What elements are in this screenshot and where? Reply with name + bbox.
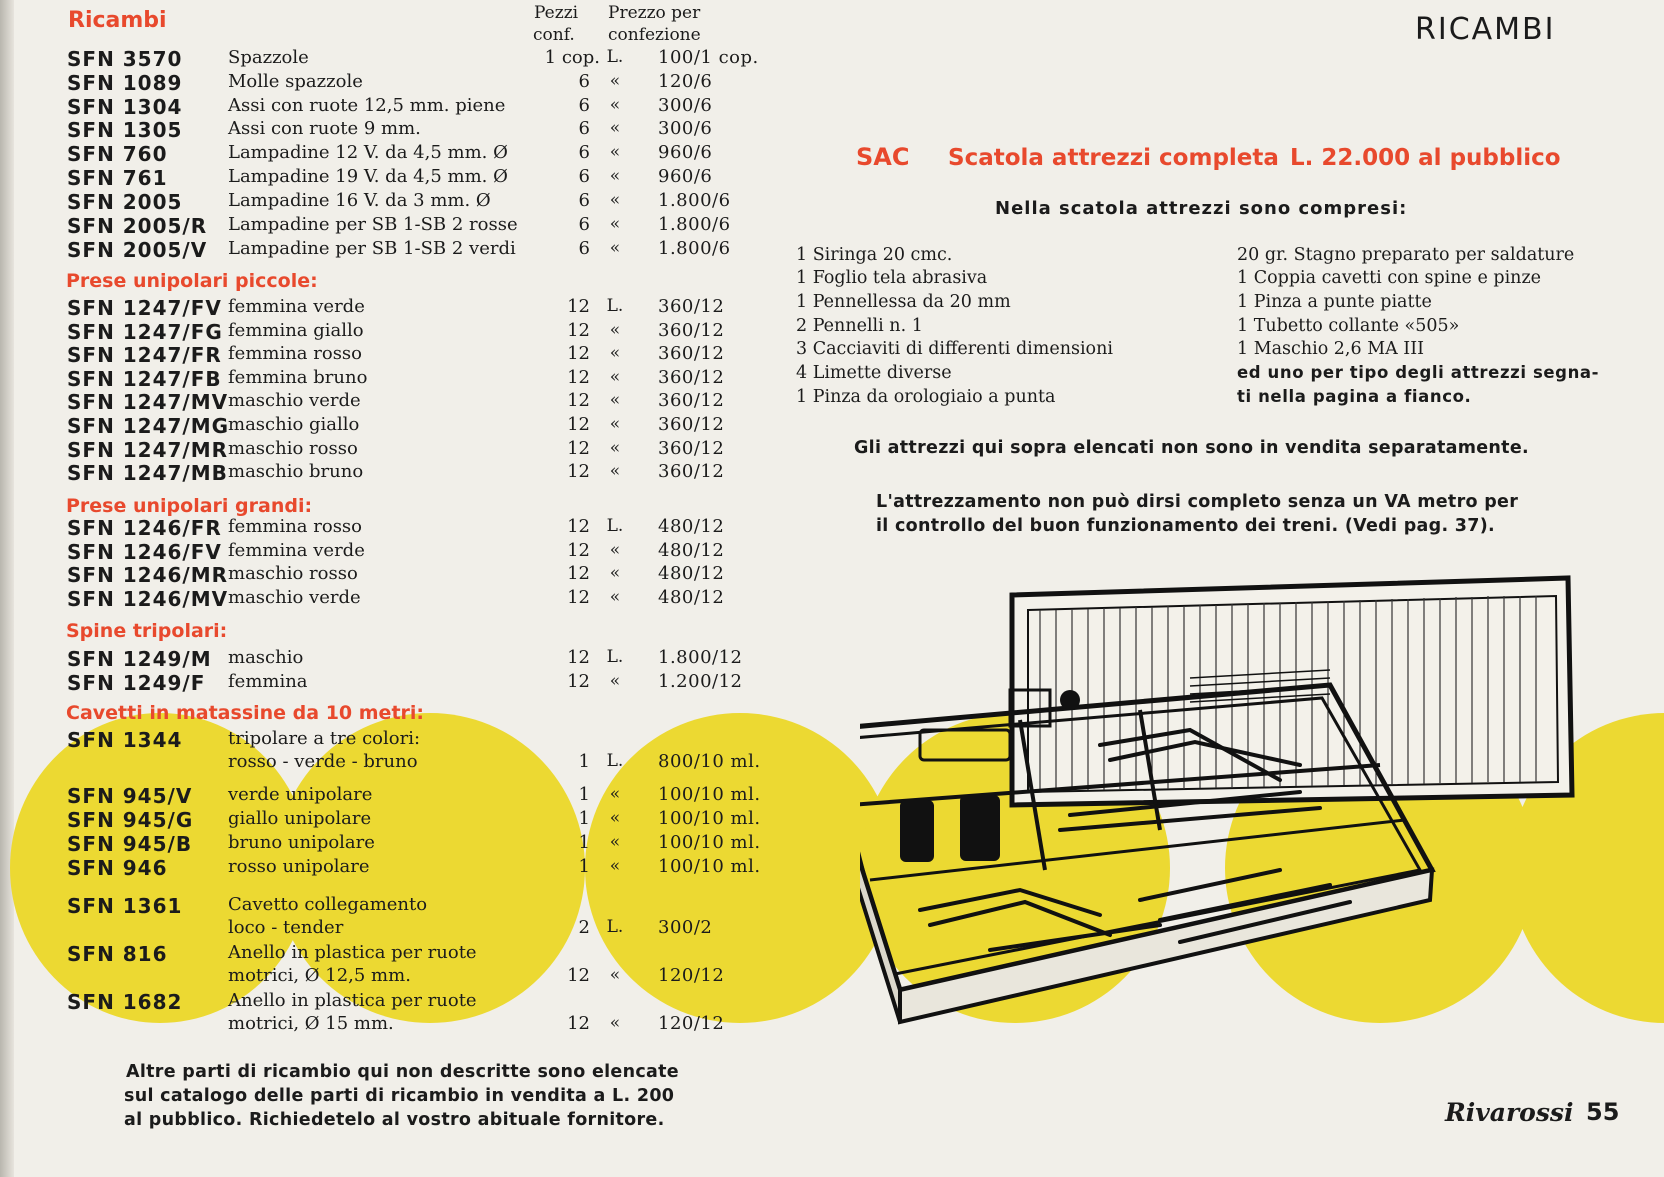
part-price: 360/12: [658, 343, 725, 364]
kit-item: 2 Pennelli n. 1: [796, 316, 923, 336]
part-qty: 6: [578, 95, 590, 116]
part-qty: 6: [578, 166, 590, 187]
part-code: SFN 1344: [67, 728, 183, 752]
part-description: Spazzole: [228, 47, 309, 68]
group-title: Spine tripolari:: [66, 620, 228, 642]
part-price: 360/12: [658, 414, 725, 435]
part-code: SFN 1305: [67, 118, 183, 142]
part-unit: «: [609, 118, 621, 138]
part-description: maschio verde: [228, 587, 361, 608]
part-qty: 1: [578, 751, 590, 772]
part-description: maschio giallo: [228, 414, 360, 435]
kit-item: 1 Siringa 20 cmc.: [796, 245, 953, 265]
part-price: 1.800/6: [658, 214, 731, 235]
part-code: SFN 1361: [67, 894, 183, 918]
va-note-line: il controllo del buon funzionamento dei treni. (Vedi pag. 37).: [876, 516, 1495, 536]
part-description: Cavetto collegamento: [228, 894, 428, 915]
page-number: 55: [1586, 1098, 1620, 1126]
part-description: maschio verde: [228, 390, 361, 411]
part-qty: 6: [578, 71, 590, 92]
part-description: femmina giallo: [228, 320, 364, 341]
part-price: 480/12: [658, 540, 725, 561]
part-price: 300/2: [658, 917, 713, 938]
part-unit: «: [609, 540, 621, 560]
part-qty: 12: [567, 965, 590, 986]
part-price: 100/10 ml.: [658, 856, 761, 877]
part-unit: L.: [606, 917, 624, 937]
part-price: 360/12: [658, 438, 725, 459]
part-unit: «: [609, 238, 621, 258]
part-qty: 6: [578, 238, 590, 259]
part-description: femmina verde: [228, 540, 365, 561]
part-description: Assi con ruote 12,5 mm. piene: [228, 95, 506, 116]
part-code: SFN 1247/FR: [67, 343, 222, 367]
part-description-cont: loco - tender: [228, 917, 344, 938]
part-description: Anello in plastica per ruote: [228, 990, 477, 1011]
part-description-cont: motrici, Ø 15 mm.: [228, 1013, 394, 1034]
part-code: SFN 1246/FV: [67, 540, 222, 564]
kit-item: 1 Coppia cavetti con spine e pinze: [1237, 268, 1542, 288]
part-qty: 2: [578, 917, 590, 938]
header-price-2: confezione: [608, 25, 701, 45]
kit-item: 1 Pinza a punte piatte: [1237, 292, 1432, 312]
part-description: maschio rosso: [228, 563, 358, 584]
part-description: femmina rosso: [228, 343, 363, 364]
part-code: SFN 2005/V: [67, 238, 208, 262]
part-price: 360/12: [658, 390, 725, 411]
part-code: SFN 1246/MR: [67, 563, 229, 587]
part-qty: 12: [567, 343, 590, 364]
part-unit: «: [609, 95, 621, 115]
kit-items-bold-line: ti nella pagina a fianco.: [1237, 387, 1472, 406]
section-title: Ricambi: [68, 8, 167, 33]
part-qty: 12: [567, 563, 590, 584]
part-unit: «: [609, 214, 621, 234]
part-description: maschio: [228, 647, 304, 668]
part-unit: «: [609, 808, 621, 828]
part-code: SFN 3570: [67, 47, 183, 71]
part-price: 1.800/6: [658, 238, 731, 259]
part-price: 360/12: [658, 320, 725, 341]
part-code: SFN 1682: [67, 990, 183, 1014]
part-description: giallo unipolare: [228, 808, 372, 829]
part-code: SFN 1247/MG: [67, 414, 230, 438]
kit-item: 20 gr. Stagno preparato per saldature: [1237, 245, 1575, 265]
va-note-line: L'attrezzamento non può dirsi completo senza un VA metro per: [876, 492, 1519, 512]
part-description: maschio rosso: [228, 438, 358, 459]
part-description: rosso unipolare: [228, 856, 370, 877]
part-unit: «: [609, 390, 621, 410]
part-unit: «: [609, 438, 621, 458]
part-description: bruno unipolare: [228, 832, 375, 853]
part-unit: L.: [606, 47, 624, 67]
part-description: maschio bruno: [228, 461, 364, 482]
part-price: 800/10 ml.: [658, 751, 761, 772]
part-description: Lampadine per SB 1-SB 2 verdi: [228, 238, 516, 259]
part-description: verde unipolare: [228, 784, 373, 805]
part-qty: 12: [567, 1013, 590, 1034]
included-heading: Nella scatola attrezzi sono compresi:: [995, 198, 1408, 219]
part-unit: «: [609, 671, 621, 691]
part-description: Lampadine 12 V. da 4,5 mm. Ø: [228, 142, 508, 163]
part-qty: 12: [567, 390, 590, 411]
part-code: SFN 945/G: [67, 808, 194, 832]
part-code: SFN 1247/FG: [67, 320, 223, 344]
part-code: SFN 816: [67, 942, 168, 966]
kit-item: 1 Pennellessa da 20 mm: [796, 292, 1011, 312]
part-price: 100/1 cop.: [658, 47, 759, 68]
part-qty: 6: [578, 190, 590, 211]
part-price: 120/12: [658, 965, 725, 986]
part-code: SFN 1247/MV: [67, 390, 229, 414]
part-description: Lampadine per SB 1-SB 2 rosse: [228, 214, 518, 235]
page-header: RICAMBI: [1415, 12, 1556, 47]
part-code: SFN 1246/MV: [67, 587, 229, 611]
part-description: Lampadine 16 V. da 3 mm. Ø: [228, 190, 491, 211]
kit-items-bold-line: ed uno per tipo degli attrezzi segna-: [1237, 363, 1600, 382]
part-description: femmina bruno: [228, 367, 368, 388]
part-code: SFN 1247/FV: [67, 296, 222, 320]
part-price: 100/10 ml.: [658, 832, 761, 853]
kit-item: 1 Tubetto collante «505»: [1237, 316, 1460, 336]
part-description: Assi con ruote 9 mm.: [228, 118, 421, 139]
header-pieces-1: Pezzi: [534, 3, 579, 23]
part-unit: «: [609, 461, 621, 481]
part-code: SFN 2005: [67, 190, 183, 214]
part-unit: «: [609, 587, 621, 607]
footer-note-line: Altre parti di ricambio qui non descritte sono elencate: [126, 1062, 679, 1082]
part-qty: 12: [567, 320, 590, 341]
part-price: 300/6: [658, 95, 713, 116]
part-price: 1.800/12: [658, 647, 743, 668]
group-title: Prese unipolari grandi:: [66, 495, 313, 517]
part-price: 360/12: [658, 367, 725, 388]
part-price: 120/12: [658, 1013, 725, 1034]
not-sold-note: Gli attrezzi qui sopra elencati non sono in vendita separatamente.: [854, 438, 1529, 458]
footer-note-line: al pubblico. Richiedetelo al vostro abituale fornitore.: [124, 1110, 665, 1130]
brand-logo: Rivarossi: [1445, 1098, 1574, 1127]
part-qty: 12: [567, 671, 590, 692]
part-unit: «: [609, 414, 621, 434]
part-code: SFN 1247/FB: [67, 367, 222, 391]
part-price: 360/12: [658, 296, 725, 317]
part-price: 100/10 ml.: [658, 808, 761, 829]
kit-item: 3 Cacciaviti di differenti dimensioni: [796, 339, 1113, 359]
part-unit: «: [609, 343, 621, 363]
toolbox-drawing: [860, 570, 1580, 1090]
part-qty: 6: [578, 118, 590, 139]
part-qty: 12: [567, 438, 590, 459]
part-unit: «: [609, 367, 621, 387]
part-unit: «: [609, 1013, 621, 1033]
part-description: Lampadine 19 V. da 4,5 mm. Ø: [228, 166, 508, 187]
group-title: Cavetti in matassine da 10 metri:: [66, 702, 425, 724]
part-price: 960/6: [658, 142, 713, 163]
part-code: SFN 945/V: [67, 784, 193, 808]
part-qty: 6: [578, 214, 590, 235]
kit-item: 1 Foglio tela abrasiva: [796, 268, 988, 288]
part-price: 360/12: [658, 461, 725, 482]
part-price: 960/6: [658, 166, 713, 187]
part-qty: 12: [567, 647, 590, 668]
part-price: 1.200/12: [658, 671, 743, 692]
part-unit: L.: [606, 647, 624, 667]
part-unit: «: [609, 965, 621, 985]
footer-note-line: sul catalogo delle parti di ricambio in vendita a L. 200: [124, 1086, 675, 1106]
part-code: SFN 1249/F: [67, 671, 206, 695]
part-qty: 12: [567, 461, 590, 482]
part-qty: 12: [567, 367, 590, 388]
part-qty: 12: [567, 414, 590, 435]
part-unit: «: [609, 190, 621, 210]
part-code: SFN 2005/R: [67, 214, 208, 238]
part-description: Anello in plastica per ruote: [228, 942, 477, 963]
part-unit: «: [609, 563, 621, 583]
part-description: Molle spazzole: [228, 71, 363, 92]
kit-item: 1 Maschio 2,6 MA III: [1237, 339, 1425, 359]
sac-code: SAC: [856, 143, 910, 171]
part-qty: 1 cop.: [544, 47, 600, 68]
part-description: femmina verde: [228, 296, 365, 317]
part-price: 480/12: [658, 516, 725, 537]
group-title: Prese unipolari piccole:: [66, 270, 318, 292]
part-unit: «: [609, 71, 621, 91]
part-code: SFN 1247/MR: [67, 438, 229, 462]
header-price-1: Prezzo per: [608, 3, 701, 23]
part-price: 120/6: [658, 71, 713, 92]
part-unit: «: [609, 166, 621, 186]
part-code: SFN 1304: [67, 95, 183, 119]
part-description: tripolare a tre colori:: [228, 728, 421, 749]
part-unit: L.: [606, 296, 624, 316]
part-price: 300/6: [658, 118, 713, 139]
part-unit: L.: [606, 516, 624, 536]
part-price: 480/12: [658, 587, 725, 608]
part-code: SFN 760: [67, 142, 168, 166]
part-unit: «: [609, 856, 621, 876]
part-qty: 1: [578, 808, 590, 829]
kit-item: 1 Pinza da orologiaio a punta: [796, 387, 1056, 407]
part-price: 480/12: [658, 563, 725, 584]
part-code: SFN 1249/M: [67, 647, 212, 671]
part-description-cont: motrici, Ø 12,5 mm.: [228, 965, 411, 986]
part-qty: 1: [578, 856, 590, 877]
part-qty: 12: [567, 516, 590, 537]
part-qty: 12: [567, 587, 590, 608]
part-code: SFN 1247/MB: [67, 461, 228, 485]
part-unit: «: [609, 832, 621, 852]
part-unit: «: [609, 320, 621, 340]
page-gutter: [0, 0, 14, 1177]
part-qty: 6: [578, 142, 590, 163]
part-code: SFN 946: [67, 856, 168, 880]
sac-title: Scatola attrezzi completa: [948, 145, 1279, 171]
part-unit: «: [609, 784, 621, 804]
part-description: femmina: [228, 671, 308, 692]
part-qty: 1: [578, 784, 590, 805]
part-code: SFN 1246/FR: [67, 516, 222, 540]
part-price: 100/10 ml.: [658, 784, 761, 805]
part-qty: 12: [567, 540, 590, 561]
part-description: femmina rosso: [228, 516, 363, 537]
part-unit: «: [609, 142, 621, 162]
header-pieces-2: conf.: [533, 25, 575, 45]
part-code: SFN 1089: [67, 71, 183, 95]
part-description-cont: rosso - verde - bruno: [228, 751, 418, 772]
part-code: SFN 945/B: [67, 832, 193, 856]
kit-item: 4 Limette diverse: [796, 363, 952, 383]
part-qty: 1: [578, 832, 590, 853]
part-unit: L.: [606, 751, 624, 771]
sac-price: L. 22.000 al pubblico: [1290, 145, 1561, 171]
part-qty: 12: [567, 296, 590, 317]
part-price: 1.800/6: [658, 190, 731, 211]
part-code: SFN 761: [67, 166, 168, 190]
